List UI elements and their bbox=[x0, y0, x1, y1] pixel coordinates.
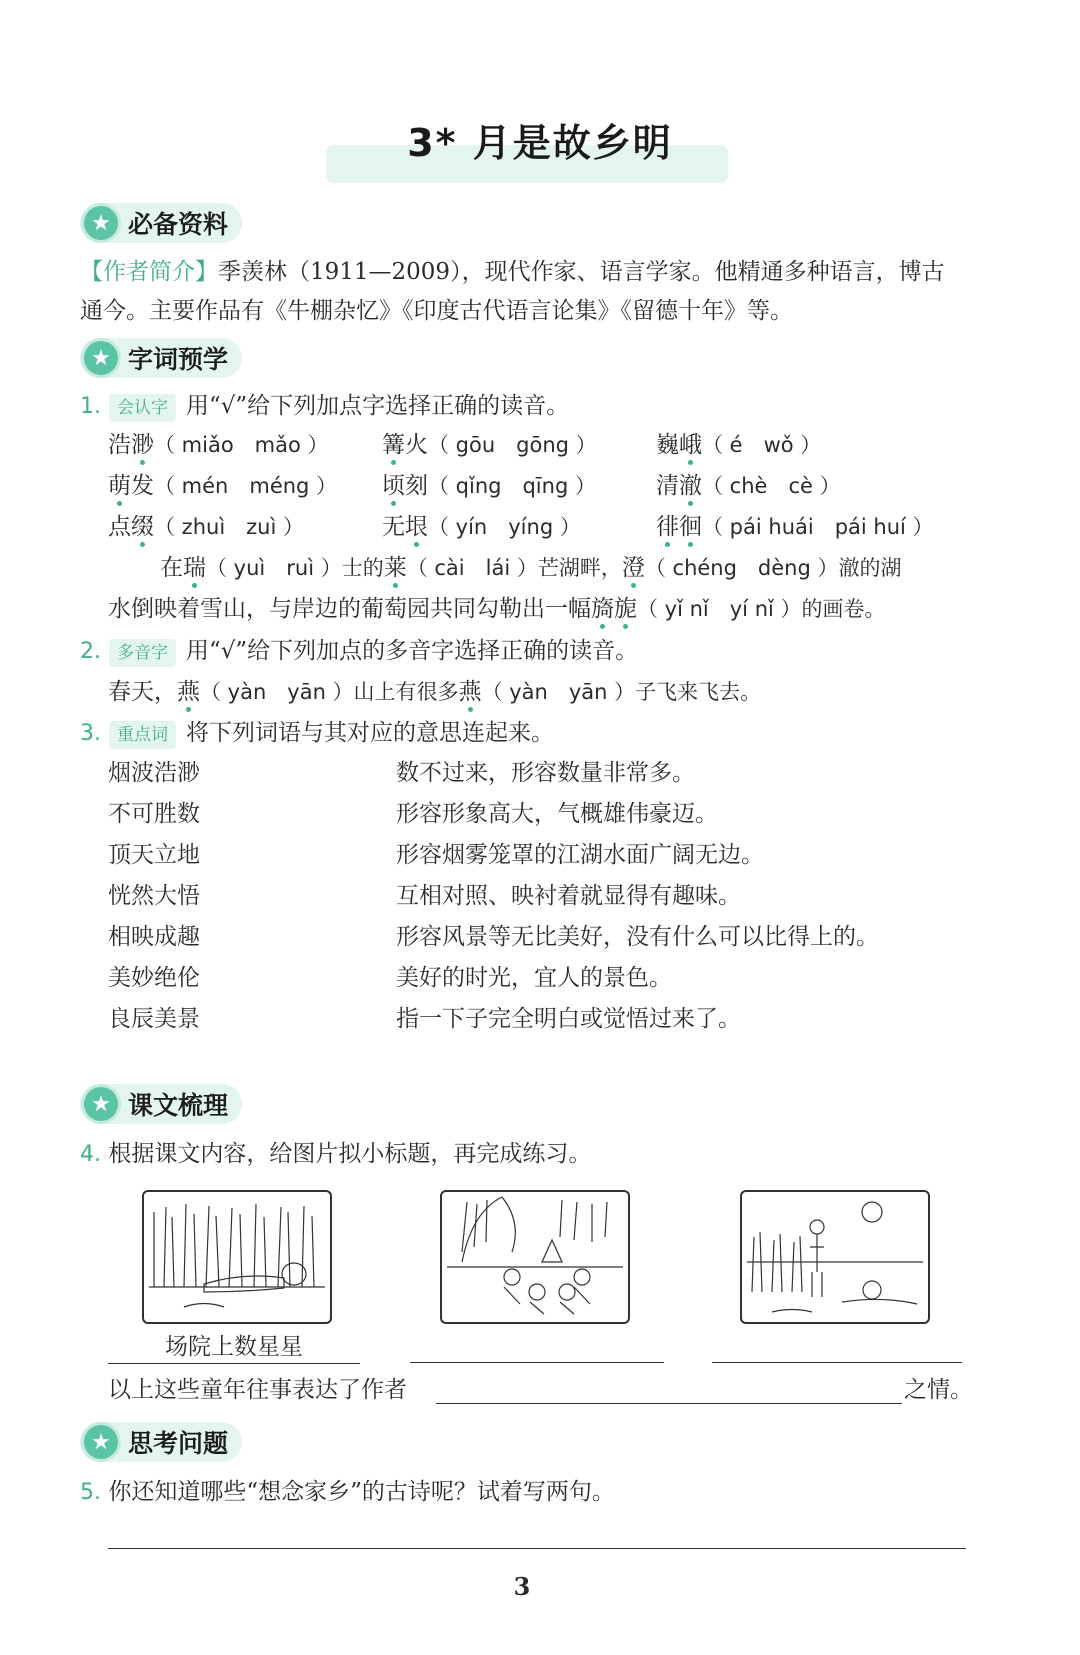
pinyin-paragraph-line-2: 水倒映着雪山，与岸边的葡萄园共同勾勒出一幅旖旎（ yǐ nǐ yí nǐ ）的画卷。 bbox=[108, 596, 886, 622]
match-meaning[interactable]: 指一下子完全明白或觉悟过来了。 bbox=[396, 1006, 741, 1032]
caption-blank-2[interactable] bbox=[410, 1362, 664, 1363]
star-badge-icon: ★ bbox=[84, 206, 118, 240]
illustration-pond-moon bbox=[740, 1190, 930, 1324]
caption-blank-3[interactable] bbox=[712, 1362, 962, 1363]
question-tag: 会认字 bbox=[109, 394, 176, 422]
match-meaning[interactable]: 形容烟雾笼罩的江湖水面广阔无边。 bbox=[396, 842, 764, 868]
section-header-vocab bbox=[80, 338, 242, 378]
pinyin-item: 浩渺（ miǎo mǎo ） bbox=[108, 432, 329, 458]
section-header-text-review bbox=[80, 1084, 242, 1124]
question-1: 1. 会认字 用“√”给下列加点字选择正确的读音。 bbox=[80, 390, 569, 423]
match-word[interactable]: 顶天立地 bbox=[108, 842, 200, 868]
star-badge-icon: ★ bbox=[84, 1425, 118, 1459]
polyphone-sentence: 春天，燕（ yàn yān ）山上有很多燕（ yàn yān ）子飞来飞去。 bbox=[108, 679, 762, 705]
section-title: 字词预学 bbox=[128, 345, 229, 374]
section-title: 思考问题 bbox=[128, 1429, 229, 1458]
fill-in-blank[interactable] bbox=[436, 1403, 902, 1404]
question-4: 4. 根据课文内容，给图片拟小标题，再完成练习。 bbox=[80, 1141, 592, 1167]
pinyin-item: 顷刻（ qǐng qīng ） bbox=[382, 473, 596, 499]
illustration-campfire bbox=[440, 1190, 630, 1324]
section-header-thinking bbox=[80, 1422, 242, 1462]
pinyin-item: 篝火（ gōu gōng ） bbox=[382, 432, 597, 458]
pinyin-item: 无垠（ yín yíng ） bbox=[382, 514, 581, 540]
question-tag: 重点词 bbox=[109, 721, 176, 749]
section-title: 课文梳理 bbox=[128, 1091, 229, 1120]
pinyin-item: 清澈（ chè cè ） bbox=[656, 473, 841, 499]
match-word[interactable]: 良辰美景 bbox=[108, 1006, 200, 1032]
caption-blank-1[interactable]: 场院上数星星 bbox=[108, 1331, 360, 1364]
author-intro-line-2: 通今。主要作品有《牛棚杂忆》《印度古代语言论集》《留德十年》等。 bbox=[80, 298, 793, 324]
section-title: 必备资料 bbox=[128, 210, 229, 239]
fill-in-suffix: 之情。 bbox=[904, 1377, 973, 1403]
match-meaning[interactable]: 形容形象高大，气概雄伟豪迈。 bbox=[396, 801, 718, 827]
author-tag: 【作者简介】 bbox=[80, 259, 218, 285]
question-2: 2. 多音字 用“√”给下列加点的多音字选择正确的读音。 bbox=[80, 635, 638, 668]
star-badge-icon: ★ bbox=[84, 1087, 118, 1121]
match-word[interactable]: 恍然大悟 bbox=[108, 883, 200, 909]
answer-line[interactable] bbox=[108, 1548, 966, 1549]
section-header-resources bbox=[80, 203, 242, 243]
star-badge-icon: ★ bbox=[84, 341, 118, 375]
match-meaning[interactable]: 美好的时光，宜人的景色。 bbox=[396, 965, 672, 991]
match-word[interactable]: 烟波浩渺 bbox=[108, 760, 200, 786]
question-3: 3. 重点词 将下列词语与其对应的意思连起来。 bbox=[80, 717, 554, 750]
page-number: 3 bbox=[513, 1572, 531, 1601]
pinyin-item: 徘徊（ pái huái pái huí ） bbox=[656, 514, 934, 540]
author-intro-line-1: 【作者简介】季羡林（1911—2009），现代作家、语言学家。他精通多种语言，博古 bbox=[80, 259, 945, 285]
pinyin-paragraph-line-1: 在瑞（ yuì ruì ）士的莱（ cài lái ）芒湖畔，澄（ chéng dèng ）澈的湖 bbox=[160, 555, 902, 581]
match-word[interactable]: 不可胜数 bbox=[108, 801, 200, 827]
match-word[interactable]: 相映成趣 bbox=[108, 924, 200, 950]
fill-in-prefix: 以上这些童年往事表达了作者 bbox=[108, 1377, 407, 1403]
match-word[interactable]: 美妙绝伦 bbox=[108, 965, 200, 991]
match-meaning[interactable]: 互相对照、映衬着就显得有趣味。 bbox=[396, 883, 741, 909]
page-title: 3* 月是故乡明 bbox=[407, 121, 673, 165]
match-meaning[interactable]: 形容风景等无比美好，没有什么可以比得上的。 bbox=[396, 924, 879, 950]
match-meaning[interactable]: 数不过来，形容数量非常多。 bbox=[396, 760, 695, 786]
illustration-stargazing bbox=[142, 1190, 332, 1324]
pinyin-item: 巍峨（ é wǒ ） bbox=[656, 432, 822, 458]
question-tag: 多音字 bbox=[109, 639, 176, 667]
pinyin-item: 萌发（ mén méng ） bbox=[108, 473, 338, 499]
pinyin-item: 点缀（ zhuì zuì ） bbox=[108, 514, 304, 540]
question-5: 5. 你还知道哪些“想念家乡”的古诗呢？试着写两句。 bbox=[80, 1479, 615, 1505]
